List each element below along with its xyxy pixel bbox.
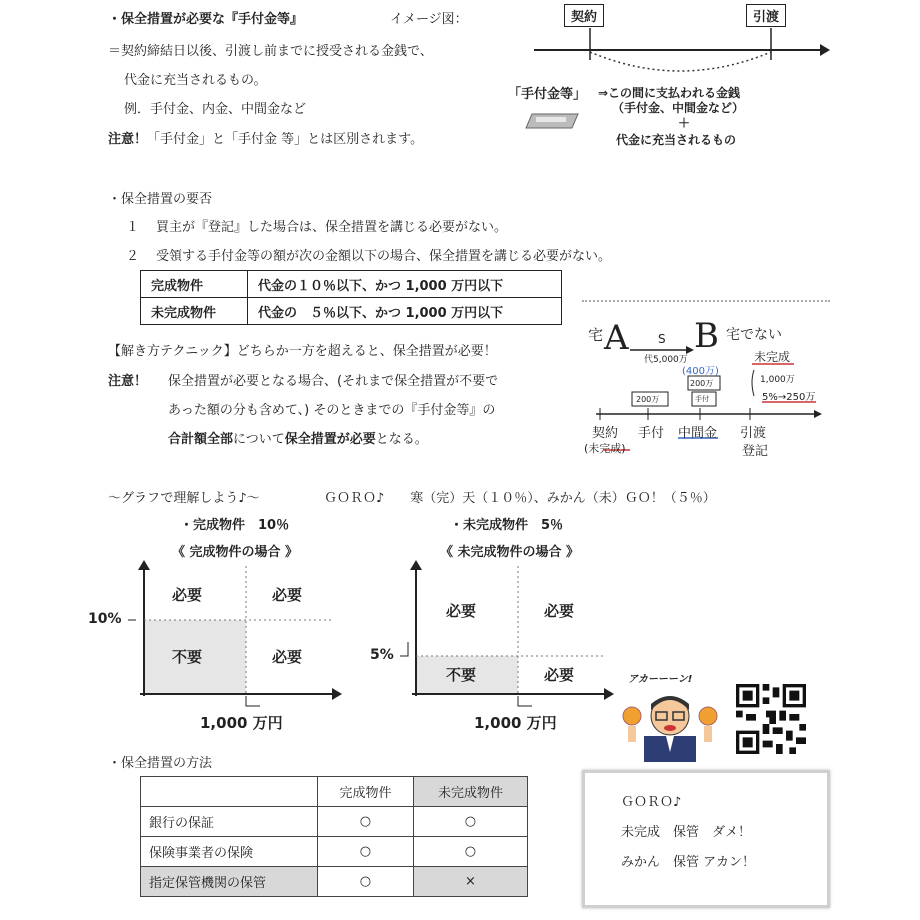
sketch-limit: 1,000万 [760, 375, 795, 385]
memo-box [582, 770, 830, 908]
note1-label: 注意！ [108, 132, 148, 147]
type-cell: 未完成物件 [141, 298, 248, 325]
sketch-t2: 手付 [638, 426, 665, 441]
graph2-bl: 不要 [446, 666, 477, 684]
sketch-paren: (400万) [682, 366, 719, 377]
graph1-tr: 必要 [272, 586, 303, 604]
sketch-not-dealer: 宅でない [726, 327, 782, 343]
complete-cell: ○ [318, 867, 414, 897]
sketch-amt-a: 200万 [636, 395, 660, 404]
sketch-seal: 未完成 [754, 350, 791, 364]
table-row [141, 298, 562, 325]
table-row [141, 271, 562, 298]
sketch-b: B [694, 316, 719, 356]
handwritten-sketch [582, 300, 830, 470]
arrow-text: ⇒この間に支払われる金銭 [598, 86, 741, 100]
table-row [141, 837, 528, 867]
appropriation-text: 代金に充当されるもの [616, 133, 737, 147]
note2-label: 注意！ [108, 374, 148, 389]
sketch-t1: 契約 [592, 426, 619, 441]
note2-mid: について [233, 432, 285, 447]
type-cell: 完成物件 [141, 271, 248, 298]
condition-cell: 代金の ５％以下、かつ 1,000 万円以下 [248, 298, 562, 325]
sketch-a: A [604, 318, 629, 358]
graph1-x-label: 1,000 万円 [200, 714, 283, 732]
note2-line2: あった額の分も含めて、) そのときまでの『手付金等』の [168, 403, 496, 418]
col-complete: 完成物件 [318, 777, 414, 807]
qr-code-icon [736, 684, 806, 754]
graph2-x-label: 1,000 万円 [474, 714, 557, 732]
graph1-header: ・完成物件 10％ [180, 518, 290, 533]
note1-text: 「手付金」と「手付金 等」とは区別されます。 [147, 132, 424, 147]
item2-num: ２ [126, 249, 140, 264]
graph2-br: 必要 [544, 666, 575, 684]
sketch-t1b: (未完成) [584, 442, 626, 455]
example-text: 例．手付金、内金、中間金など [124, 102, 307, 117]
item1-num: １ [126, 220, 140, 235]
sketch-s: S [658, 332, 666, 346]
section1-heading: ・保全措置が必要な『手付金等』 [108, 12, 304, 27]
sub-text: （手付金、中間金など） [612, 101, 745, 115]
incomplete-cell: × [413, 867, 527, 897]
condition-cell: 代金の１０％以下、かつ 1,000 万円以下 [248, 271, 562, 298]
graph1-sub: 《 完成物件の場合 》 [172, 545, 299, 560]
sketch-amt-small: 手付 [695, 395, 709, 403]
sketch-t4b: 登記 [742, 444, 769, 459]
sketch-price: 代5,000万 [644, 355, 688, 365]
character-speech: アカーーーン! [628, 674, 693, 685]
sketch-dealer-label: 宅 [588, 326, 604, 344]
graph-title: 〜グラフで理解しよう♪〜 [108, 491, 260, 506]
table-row [141, 777, 528, 807]
note2-bold1: 合計額全部 [168, 432, 234, 447]
col-incomplete: 未完成物件 [413, 777, 527, 807]
definition-line1: ＝契約締結日以後、引渡し前までに授受される金銭で、 [108, 44, 433, 59]
character-icon [622, 686, 718, 762]
note2-bold2: 保全措置が必要 [284, 432, 376, 447]
memo-line3: みかん 保管 アカン！ [621, 855, 756, 870]
table-row [141, 807, 528, 837]
money-bundle-icon [524, 108, 580, 132]
note2-line3 [168, 428, 428, 447]
memo-line1: ＧＯＲＯ♪ [621, 795, 682, 810]
note2-end: となる。 [375, 432, 428, 447]
sketch-amt-b: 200万 [690, 379, 714, 388]
graph1-bl: 不要 [172, 648, 203, 666]
complete-cell: ○ [318, 807, 414, 837]
payment-period-arc [590, 52, 771, 71]
graph-incomplete [372, 560, 632, 720]
item2-text: 受領する手付金等の額が次の金額以下の場合、保全措置を講じる必要がない。 [156, 249, 612, 264]
methods-table [140, 776, 528, 897]
note2-line1: 保全措置が必要となる場合、(それまで保全措置が不要で [168, 374, 499, 389]
graph1-br: 必要 [272, 648, 303, 666]
timeline-arrowhead [820, 44, 830, 56]
section3-heading: ・保全措置の方法 [108, 756, 213, 771]
incomplete-cell: ○ [413, 807, 527, 837]
graph1-tl: 必要 [172, 586, 203, 604]
graph2-y-label: 5% [370, 647, 394, 663]
money-label: 「手付金等」 [508, 87, 587, 102]
table-row [141, 867, 528, 897]
note1 [108, 128, 423, 147]
sketch-t4: 引渡 [740, 426, 767, 441]
contract-box: 契約 [564, 4, 604, 27]
definition-line2: 代金に充当されるもの。 [124, 73, 267, 88]
graph1-y-label: 10% [88, 611, 122, 627]
technique-text: 【解き方テクニック】どちらか一方を超えると、保全措置が必要！ [108, 344, 497, 359]
method-cell: 指定保管機関の保管 [141, 867, 318, 897]
graph2-tl: 必要 [446, 602, 477, 620]
item1-text: 買主が『登記』した場合は、保全措置を講じる必要がない。 [156, 220, 508, 235]
incomplete-cell: ○ [413, 837, 527, 867]
sketch-t3: 中間金 [678, 426, 718, 441]
graph2-header: ・未完成物件 5％ [450, 518, 564, 533]
header-blank [141, 777, 318, 807]
plus-sign: ＋ [678, 116, 691, 130]
memo-line2: 未完成 保管 ダメ！ [621, 825, 752, 840]
image-label: イメージ図： [390, 12, 468, 27]
sketch-pct: 5%→250万 [762, 392, 816, 403]
method-cell: 銀行の保証 [141, 807, 318, 837]
mnemonic: ＧＯＲＯ♪ 寒（完）天（１０％）、みかん（未）ＧＯ！（５％） [324, 491, 716, 506]
method-cell: 保険事業者の保険 [141, 837, 318, 867]
graph-complete [100, 560, 360, 720]
threshold-table [140, 270, 562, 325]
delivery-box: 引渡 [746, 4, 786, 27]
graph2-sub: 《 未完成物件の場合 》 [440, 545, 580, 560]
graph2-tr: 必要 [544, 602, 575, 620]
section2-heading: ・保全措置の要否 [108, 192, 213, 207]
complete-cell: ○ [318, 837, 414, 867]
